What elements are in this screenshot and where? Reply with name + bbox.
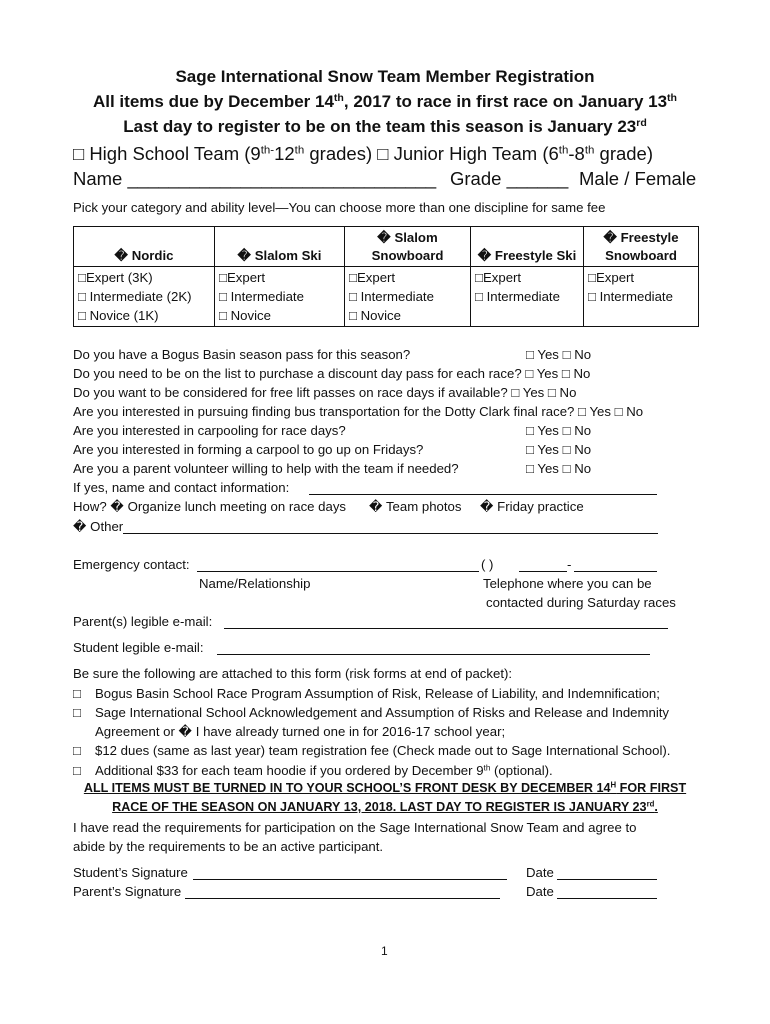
parent-date-label: Date <box>526 884 554 899</box>
level-option[interactable]: □Expert (3K) <box>78 270 153 285</box>
emergency-contact-label: Emergency contact: <box>73 557 190 572</box>
discipline-header-freestyle-snowboard[interactable]: � Freestyle Snowboard <box>584 227 699 267</box>
emergency-phone-line-1[interactable] <box>519 571 567 572</box>
attachment-bullet[interactable]: □ <box>73 686 81 701</box>
attachment-item-2b[interactable]: Agreement or � I have already turned one in for 2016-17 school year; <box>95 724 506 739</box>
parent-signature-label: Parent’s Signature <box>73 884 182 899</box>
gender-field[interactable]: Male / Female <box>579 168 697 189</box>
emergency-phone-parens: ( ) <box>481 557 494 572</box>
level-option[interactable]: □Expert <box>475 270 522 285</box>
level-option[interactable]: □ Novice <box>219 308 271 323</box>
answer-volunteer[interactable]: □ Yes □ No <box>526 461 592 476</box>
contact-info-label: If yes, name and contact information: <box>73 480 290 495</box>
student-date-label: Date <box>526 865 554 880</box>
attachment-item-4: Additional $33 for each team hoodie if you ordered by December 9th (optional). <box>95 763 553 778</box>
question-bus[interactable]: Are you interested in pursuing finding bus transportation for the Dotty Clark final race? □ Yes □ No <box>73 404 644 419</box>
how-option-other[interactable]: � Other <box>73 519 124 534</box>
question-volunteer: Are you a parent volunteer willing to help with the team if needed? <box>73 461 459 476</box>
question-friday-carpool: Are you interested in forming a carpool to go up on Fridays? <box>73 442 424 457</box>
how-option-photos[interactable]: � Team photos <box>369 499 462 514</box>
student-signature-line[interactable] <box>193 879 507 880</box>
parent-email-label: Parent(s) legible e-mail: <box>73 614 213 629</box>
attachment-bullet[interactable]: □ <box>73 763 81 778</box>
emergency-name-line[interactable] <box>197 571 479 572</box>
notice-line-1: ALL ITEMS MUST BE TURNED IN TO YOUR SCHOOL’S FRONT DESK BY DECEMBER $14^H$ FOR FIRST <box>83 780 687 795</box>
level-option[interactable]: □ Intermediate (2K) <box>78 289 192 304</box>
attachment-item-3: $12 dues (same as last year) team registration fee (Check made out to Sage International School). <box>95 743 671 758</box>
page-number: 1 <box>381 944 388 958</box>
levels-nordic <box>74 267 215 327</box>
answer-season-pass[interactable]: □ Yes □ No <box>526 347 592 362</box>
discipline-header-nordic[interactable]: � Nordic <box>74 227 215 267</box>
last-day-line: Last day to register to be on the team this season is January 23rd <box>123 117 647 136</box>
telephone-caption-2: contacted during Saturday races <box>486 595 676 610</box>
attachment-item-2a: Sage International School Acknowledgement and Assumption of Risks and Release and Indemnity <box>95 705 670 720</box>
notice-line-2: RACE OF THE SEASON ON JANUARY 13, 2018. LAST DAY TO REGISTER IS JANUARY 23rd. <box>112 799 658 814</box>
discipline-header-slalom-snowboard[interactable]: � Slalom Snowboard <box>345 227 471 267</box>
level-option[interactable]: □ Novice (1K) <box>78 308 159 323</box>
discipline-header-slalom-ski[interactable]: � Slalom Ski <box>215 227 345 267</box>
question-free-lift[interactable]: Do you want to be considered for free lift passes on race days if available? □ Yes □ No <box>73 385 577 400</box>
student-signature-label: Student’s Signature <box>73 865 188 880</box>
question-season-pass: Do you have a Bogus Basin season pass for this season? <box>73 347 411 362</box>
team-selection[interactable]: □ High School Team ($9^{th-}12th$ grades) □ Junior High Team (6th-8th grade) <box>73 143 654 164</box>
attachment-bullet[interactable]: □ <box>73 743 81 758</box>
agreement-line-2: abide by the requirements to be an active participant. <box>73 839 384 854</box>
contact-info-line[interactable] <box>309 494 657 495</box>
level-option[interactable]: □Expert <box>349 270 396 285</box>
attachment-bullet[interactable]: □ <box>73 705 81 720</box>
level-option[interactable]: □ Intermediate <box>219 289 304 304</box>
parent-date-line[interactable] <box>557 898 657 899</box>
attachment-item-1: Bogus Basin School Race Program Assumption of Risk, Release of Liability, and Indemnification; <box>95 686 660 701</box>
levels-freestyle-snowboard <box>584 267 699 327</box>
attachments-intro: Be sure the following are attached to this form (risk forms at end of packet): <box>73 666 513 681</box>
pick-instructions: Pick your category and ability level—You can choose more than one discipline for same fee <box>73 200 606 215</box>
level-option[interactable]: □ Intermediate <box>475 289 560 304</box>
how-option-lunch[interactable]: How? � Organize lunch meeting on race days <box>73 499 347 514</box>
parent-email-line[interactable] <box>224 628 668 629</box>
discipline-table <box>73 226 699 327</box>
parent-signature-line[interactable] <box>185 898 500 899</box>
level-option[interactable]: □ Novice <box>349 308 401 323</box>
levels-slalom-snowboard <box>345 267 471 327</box>
answer-carpool[interactable]: □ Yes □ No <box>526 423 592 438</box>
level-option[interactable]: □ Intermediate <box>349 289 434 304</box>
answer-friday-carpool[interactable]: □ Yes □ No <box>526 442 592 457</box>
due-date-line: All items due by December 14th, 2017 to race in first race on January 13th <box>92 92 677 111</box>
emergency-phone-line-2[interactable] <box>574 571 657 572</box>
student-email-line[interactable] <box>217 654 650 655</box>
level-option[interactable]: □Expert <box>588 270 635 285</box>
question-carpool: Are you interested in carpooling for race days? <box>73 423 346 438</box>
emergency-phone-dash: - <box>567 557 572 572</box>
how-option-practice[interactable]: � Friday practice <box>480 499 584 514</box>
student-email-label: Student legible e-mail: <box>73 640 204 655</box>
discipline-header-freestyle-ski[interactable]: � Freestyle Ski <box>471 227 584 267</box>
other-line[interactable] <box>123 533 658 534</box>
level-option[interactable]: □ Intermediate <box>588 289 673 304</box>
telephone-caption-1: Telephone where you can be <box>483 576 652 591</box>
name-relationship-caption: Name/Relationship <box>199 576 311 591</box>
name-field[interactable]: Name ______________________________ <box>73 168 437 189</box>
page-title: Sage International Snow Team Member Registration <box>175 67 595 86</box>
level-option[interactable]: □Expert <box>219 270 266 285</box>
grade-field[interactable]: Grade ______ <box>450 168 569 189</box>
levels-freestyle-ski <box>471 267 584 327</box>
agreement-line-1: I have read the requirements for participation on the Sage International Snow Team and agree to <box>73 820 637 835</box>
levels-slalom-ski <box>215 267 345 327</box>
student-date-line[interactable] <box>557 879 657 880</box>
question-discount-pass[interactable]: Do you need to be on the list to purchase a discount day pass for each race? □ Yes □ No <box>73 366 591 381</box>
